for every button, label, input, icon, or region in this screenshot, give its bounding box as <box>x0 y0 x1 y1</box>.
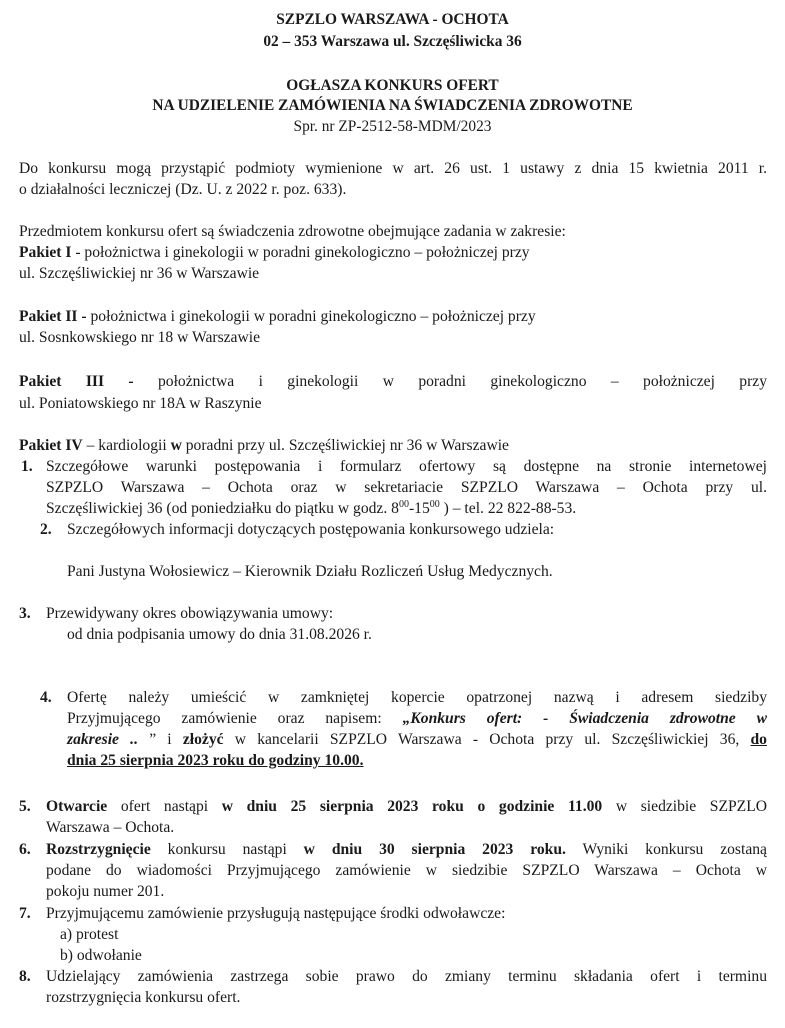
package-4-line-1 <box>19 435 767 456</box>
item-5-line-2: Warszawa – Ochota. <box>46 819 175 836</box>
item-1-phone: ) – tel. 22 822-88-53. <box>439 500 577 517</box>
item-3-number: 3. <box>19 605 31 622</box>
item-7-option-protest: a) protest <box>60 926 119 943</box>
package-1-line-2: ul. Szczęśliwickiej nr 36 w Warszawie <box>19 265 260 282</box>
institution-name: SZPZLO WARSZAWA - OCHOTA <box>276 11 509 28</box>
item-1-hours-sup-1: 00 <box>398 498 409 510</box>
item-5-text: ofert nastąpi <box>107 798 222 815</box>
package-3-line-2: ul. Poniatowskiego nr 18A w Raszynie <box>19 395 262 412</box>
item-6-line-3: pokoju numer 201. <box>46 883 165 900</box>
package-4-text-c: poradni przy ul. Szczęśliwickiej nr 36 w Warszawie <box>181 437 509 454</box>
item-1-hours-sup-2: 00 <box>429 498 440 510</box>
item-6-results: Wyniki konkursu zostaną <box>565 841 767 858</box>
item-8-line-1: Udzielający zamówienia zastrzega sobie prawo do zmiany terminu składania ofert i terminu <box>46 968 767 985</box>
item-1-hours-mid: -15 <box>408 500 430 517</box>
item-6-text: konkursu nastąpi <box>150 841 304 858</box>
item-4-deadline: dnia 25 sierpnia 2023 roku do godziny 10.00. <box>67 752 364 769</box>
item-2-number: 2. <box>40 521 52 538</box>
package-2-text: położnictwa i ginekologii w poradni ginekologiczno – położniczej przy <box>86 308 536 325</box>
item-5-place: w siedzibie SZPZLO <box>602 798 767 815</box>
item-4-office: w kancelarii SZPZLO Warszawa - Ochota przy ul. Szczęśliwickiej 36, <box>223 731 751 748</box>
item-7-line-1: Przyjmującemu zamówienie przysługują następujące środki odwoławcze: <box>46 905 506 922</box>
item-1-number: 1. <box>21 458 33 475</box>
item-5-line-1 <box>46 796 767 817</box>
package-4-label: Pakiet IV <box>19 437 83 454</box>
item-1-hours-text: Szczęśliwickiej 36 (od poniedziałku do piątku w godz. 8 <box>46 500 399 517</box>
item-4-text: Przyjmującego zamówienie oraz napisem: <box>67 710 403 727</box>
item-1-line-1: Szczegółowe warunki postępowania i formularz ofertowy są dostępne na stronie internetowej <box>46 458 767 475</box>
package-2-label: Pakiet II - <box>19 308 87 325</box>
intro-line-1: Do konkursu mogą przystąpić podmioty wymienione w art. 26 ust. 1 ustawy z dnia 15 kwietnia 2011 r. <box>19 160 767 177</box>
item-7-option-appeal: b) odwołanie <box>60 947 142 964</box>
item-4-line-2 <box>67 708 767 729</box>
package-4-text-a: – kardiologii <box>82 437 171 454</box>
item-6-resolution-word: Rozstrzygnięcie <box>46 841 151 858</box>
item-3-line-2: od dnia podpisania umowy do dnia 31.08.2026 r. <box>67 626 372 643</box>
item-4-envelope-label-end: zakresie .. <box>67 731 150 748</box>
package-2-line-2: ul. Sosnkowskiego nr 18 w Warszawie <box>19 329 260 346</box>
item-4-line-1: Ofertę należy umieścić w zamkniętej kopercie opatrzonej nazwą i adresem siedziby <box>67 689 767 706</box>
package-1-label: Pakiet I <box>19 244 72 261</box>
package-4-text-b: w <box>170 437 182 454</box>
item-7-number: 7. <box>19 905 31 922</box>
item-1-line-3 <box>46 498 767 519</box>
announcement-title: OGŁASZA KONKURS OFERT <box>286 77 499 94</box>
item-5-opening-word: Otwarcie <box>46 798 108 815</box>
announcement-subtitle: NA UDZIELENIE ZAMÓWIENIA NA ŚWIADCZENIA ZDROWOTNE <box>152 97 633 114</box>
item-4-quote-close: ” i <box>149 731 183 748</box>
item-6-line-1 <box>46 839 767 860</box>
item-2-contact-person: Pani Justyna Wołosiewicz – Kierownik Działu Rozliczeń Usług Medycznych. <box>67 563 553 580</box>
package-1-line-1 <box>19 242 767 263</box>
item-4-envelope-label: „Konkurs ofert: - Świadczenia zdrowotne w <box>402 710 767 727</box>
package-3-label: Pakiet III - <box>19 373 134 390</box>
case-reference: Spr. nr ZP-2512-58-MDM/2023 <box>293 118 492 135</box>
item-4-deadline-start: do <box>750 731 767 748</box>
item-8-line-2: rozstrzygnięcia konkursu ofert. <box>46 989 241 1006</box>
intro-line-2: o działalności leczniczej (Dz. U. z 2022 r. poz. 633). <box>19 181 347 198</box>
item-4-number: 4. <box>40 689 52 706</box>
item-8-number: 8. <box>19 968 31 985</box>
item-2-line-1: Szczegółowych informacji dotyczących postępowania konkursowego udziela: <box>67 521 555 538</box>
item-6-resolution-date: w dniu 30 sierpnia 2023 roku. <box>303 841 566 858</box>
package-3-text: położnictwa i ginekologii w poradni ginekologiczno – położniczej przy <box>133 373 767 390</box>
institution-address: 02 – 353 Warszawa ul. Szczęśliwicka 36 <box>263 33 522 50</box>
item-4-submit-word: złożyć <box>182 731 224 748</box>
package-1-text: - położnictwa i ginekologii w poradni ginekologiczno – położniczej przy <box>71 244 530 261</box>
item-6-number: 6. <box>19 841 31 858</box>
item-5-number: 5. <box>19 798 31 815</box>
package-3-line-1 <box>19 371 767 392</box>
subject-line: Przedmiotem konkursu ofert są świadczenia zdrowotne obejmujące zadania w zakresie: <box>19 223 566 240</box>
item-5-opening-date: w dniu 25 sierpnia 2023 roku o godzinie 11.00 <box>221 798 603 815</box>
item-4-line-3 <box>67 729 767 750</box>
item-1-line-2: SZPZLO Warszawa – Ochota oraz w sekretariacie SZPZLO Warszawa – Ochota przy ul. <box>46 479 767 496</box>
package-2-line-1 <box>19 306 767 327</box>
item-3-line-1: Przewidywany okres obowiązywania umowy: <box>46 605 334 622</box>
item-6-line-2: podane do wiadomości Przyjmującego zamówienie w siedzibie SZPZLO Warszawa – Ochota w <box>46 862 767 879</box>
